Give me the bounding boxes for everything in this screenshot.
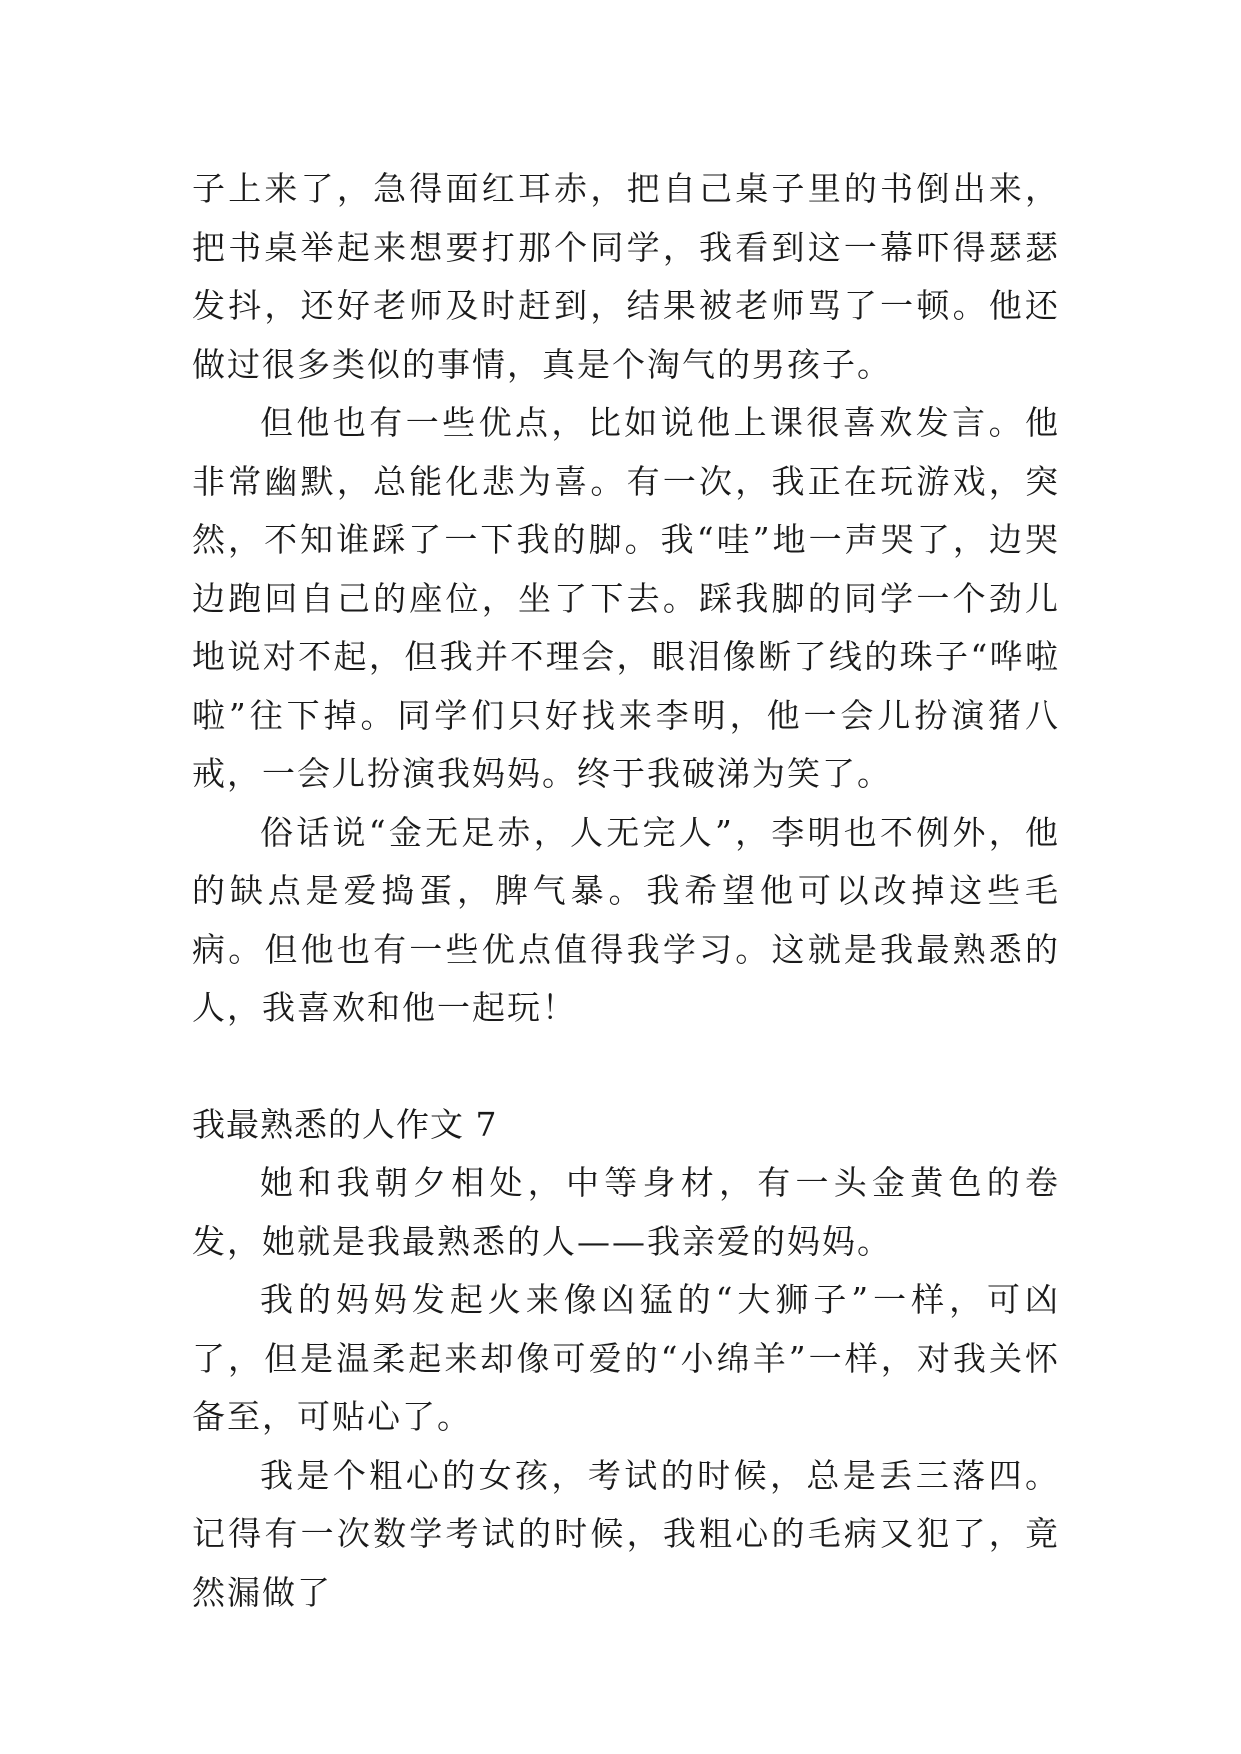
document-page — [192, 160, 1060, 1622]
body-paragraph: 子上来了，急得面红耳赤，把自己桌子里的书倒出来，把书桌举起来想要打那个同学，我看到这一幕吓得瑟瑟发抖，还好老师及时赶到，结果被老师骂了一顿。他还做过很多类似的事情，真是个淘气的男孩子。 — [192, 169, 1060, 384]
section-title: 我最熟悉的人作文 7 — [192, 1104, 498, 1144]
body-paragraph: 但他也有一些优点，比如说他上课很喜欢发言。他非常幽默，总能化悲为喜。有一次，我正在玩游戏，突然，不知谁踩了一下我的脚。我“哇”地一声哭了，边哭边跑回自己的座位，坐了下去。踩我脚的同学一个劲儿地说对不起，但我并不理会，眼泪像断了线的珠子“哗啦啦”往下掉。同学们只好找来李明，他一会儿扮演猪八戒，一会儿扮演我妈妈。终于我破涕为笑了。 — [192, 403, 1060, 793]
body-paragraph: 她和我朝夕相处，中等身材，有一头金黄色的卷发，她就是我最熟悉的人——我亲爱的妈妈。 — [192, 1163, 1060, 1261]
body-paragraph: 俗话说“金无足赤，人无完人”，李明也不例外，他的缺点是爱捣蛋，脾气暴。我希望他可以改掉这些毛病。但他也有一些优点值得我学习。这就是我最熟悉的人，我喜欢和他一起玩！ — [192, 812, 1060, 1027]
body-paragraph: 我的妈妈发起火来像凶猛的“大狮子”一样，可凶了，但是温柔起来却像可爱的“小绵羊”一样，对我关怀备至，可贴心了。 — [192, 1280, 1060, 1436]
body-paragraph: 我是个粗心的女孩，考试的时候，总是丢三落四。记得有一次数学考试的时候，我粗心的毛病又犯了，竟然漏做了 — [192, 1455, 1060, 1612]
section-spacer — [192, 1038, 1060, 1096]
